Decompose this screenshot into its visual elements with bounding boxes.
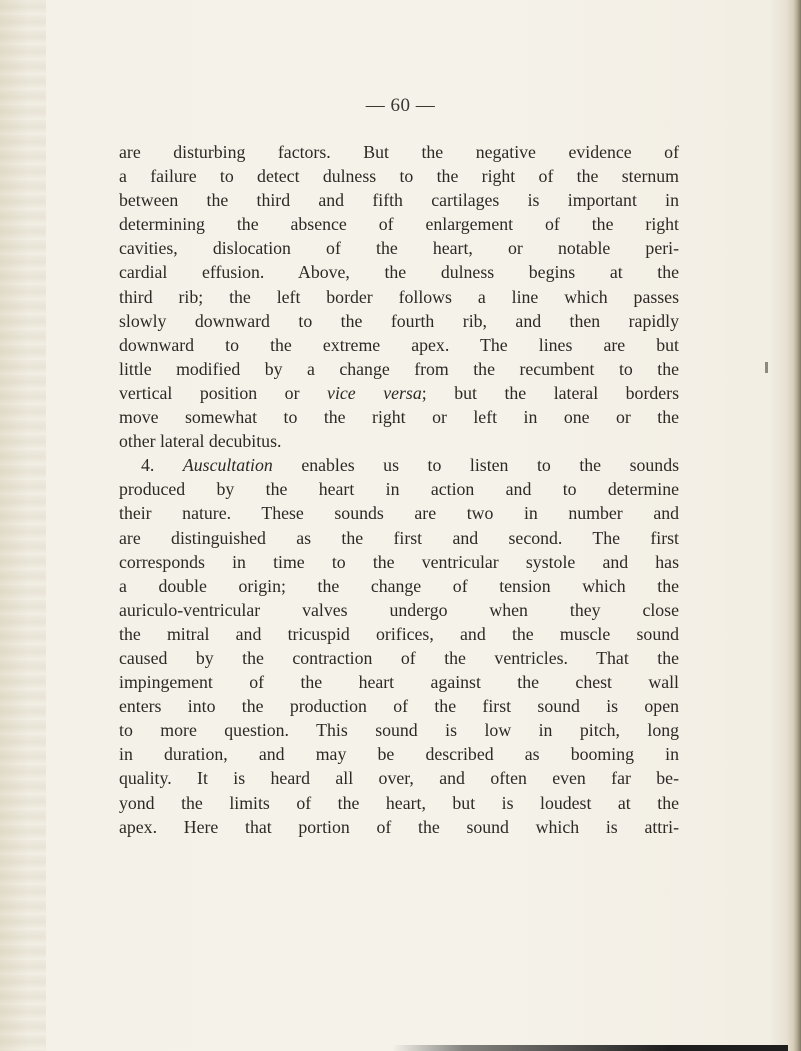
italic-phrase: vice versa <box>327 382 422 403</box>
text-run: ; but the lateral borders <box>421 382 679 403</box>
page-edge-stain <box>0 0 46 1051</box>
text-run: vertical position or <box>119 382 328 403</box>
text-line: the mitral and tricuspid orifices, and the muscle sound <box>119 623 679 644</box>
text-line: cavities, dislocation of the heart, or notable peri- <box>119 238 679 259</box>
italic-heading: Auscultation <box>182 455 273 476</box>
page-number: — 60 — <box>365 95 436 116</box>
section-number: 4. <box>141 455 183 476</box>
text-line: yond the limits of the heart, but is loudest at the <box>119 792 679 813</box>
text-line: impingement of the heart against the chest wall <box>119 672 679 693</box>
margin-mark <box>765 362 768 373</box>
text-line: enters into the production of the first sound is open <box>119 696 679 717</box>
text-line: determining the absence of enlargement of the right <box>119 214 679 235</box>
text-line <box>119 381 679 405</box>
text-line: produced by the heart in action and to determine <box>119 479 679 500</box>
text-line: a double origin; the change of tension which the <box>119 575 679 596</box>
text-line: quality. It is heard all over, and often even far be- <box>119 768 679 789</box>
text-line: cardial effusion. Above, the dulness begins at the <box>119 262 679 283</box>
text-line: are distinguished as the first and second. The first <box>119 527 679 548</box>
text-line: a failure to detect dulness to the right of the sternum <box>119 166 679 187</box>
text-line: move somewhat to the right or left in one or the <box>119 407 679 428</box>
text-line: are disturbing factors. But the negative evidence of <box>119 142 679 162</box>
bottom-shadow <box>392 1045 788 1051</box>
text-line: their nature. These sounds are two in number and <box>119 503 679 524</box>
text-run: enables us to listen to the sounds <box>272 455 680 476</box>
text-line: caused by the contraction of the ventricles. That the <box>119 647 679 668</box>
page-gutter-edge <box>787 0 801 1051</box>
body-text <box>119 140 679 839</box>
text-line: other lateral decubitus. <box>119 431 282 452</box>
text-line: third rib; the left border follows a line which passes <box>119 286 679 307</box>
text-line: between the third and fifth cartilages is important in <box>119 190 679 211</box>
text-line: in duration, and may be described as booming in <box>119 744 679 765</box>
text-line: little modified by a change from the recumbent to the <box>119 358 679 379</box>
text-line: slowly downward to the fourth rib, and then rapidly <box>119 310 679 331</box>
text-line: corresponds in time to the ventricular systole and has <box>119 551 679 572</box>
text-line: apex. Here that portion of the sound which is attri- <box>119 816 679 837</box>
text-line: auriculo-ventricular valves undergo when they close <box>119 599 679 620</box>
text-line: to more question. This sound is low in pitch, long <box>119 720 679 741</box>
text-line <box>119 453 679 477</box>
text-line: downward to the extreme apex. The lines are but <box>119 334 679 355</box>
